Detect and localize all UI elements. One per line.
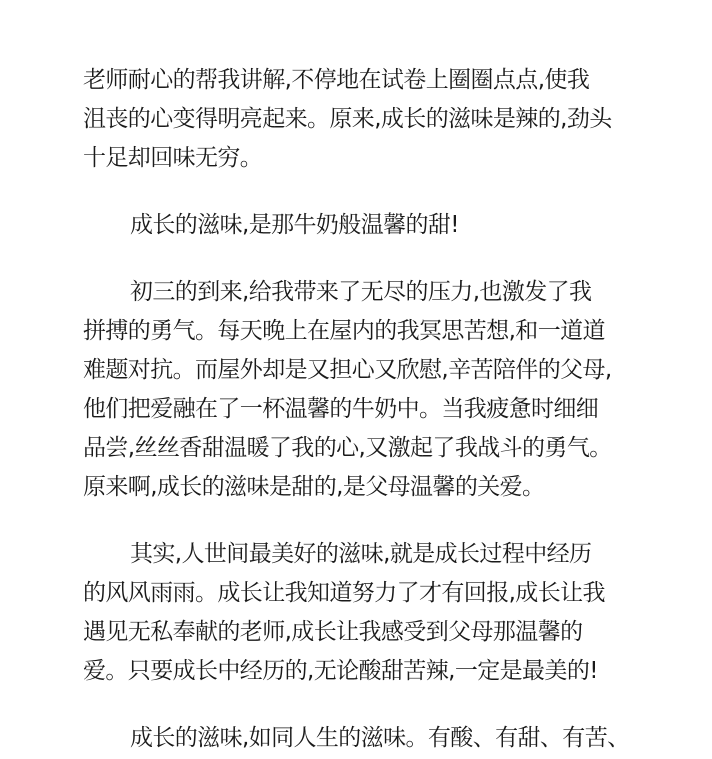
text-line: 难题对抗。而屋外却是又担心又欣慰,辛苦陪伴的父母, [83, 357, 612, 383]
text-line: 初三的到来,给我带来了无尽的压力,也激发了我 [130, 279, 592, 305]
paragraph-2 [83, 206, 643, 245]
text-line: 拼搏的勇气。每天晚上在屋内的我冥思苦想,和一道道 [83, 318, 605, 344]
text-line: 十足却回味无穷。 [83, 145, 263, 171]
paragraph-5 [83, 719, 643, 758]
paragraph-1 [83, 61, 643, 178]
text-line: 原来啊,成长的滋味是甜的,是父母温馨的关爱。 [83, 474, 545, 500]
paragraph-4 [83, 535, 643, 691]
text-line: 他们把爱融在了一杯温馨的牛奶中。当我疲惫时细细 [83, 396, 599, 422]
text-line: 的风风雨雨。成长让我知道努力了才有回报,成长让我 [83, 580, 605, 606]
text-line: 沮丧的心变得明亮起来。原来,成长的滋味是辣的,劲头 [83, 106, 612, 132]
text-line: 其实,人世间最美好的滋味,就是成长过程中经历 [130, 541, 592, 567]
text-line: 成长的滋味,如同人生的滋味。有酸、有甜、有苦、 [130, 725, 630, 751]
text-line: 遇见无私奉献的老师,成长让我感受到父母那温馨的 [83, 619, 583, 645]
text-line: 爱。只要成长中经历的,无论酸甜苦辣,一定是最美的! [83, 658, 598, 684]
text-line: 老师耐心的帮我讲解,不停地在试卷上圈圈点点,使我 [83, 67, 590, 93]
text-line: 成长的滋味,是那牛奶般温馨的甜! [130, 212, 459, 238]
essay-text [83, 61, 643, 758]
paragraph-3 [83, 273, 643, 507]
text-line: 品尝,丝丝香甜温暖了我的心,又激起了我战斗的勇气。 [83, 435, 612, 461]
